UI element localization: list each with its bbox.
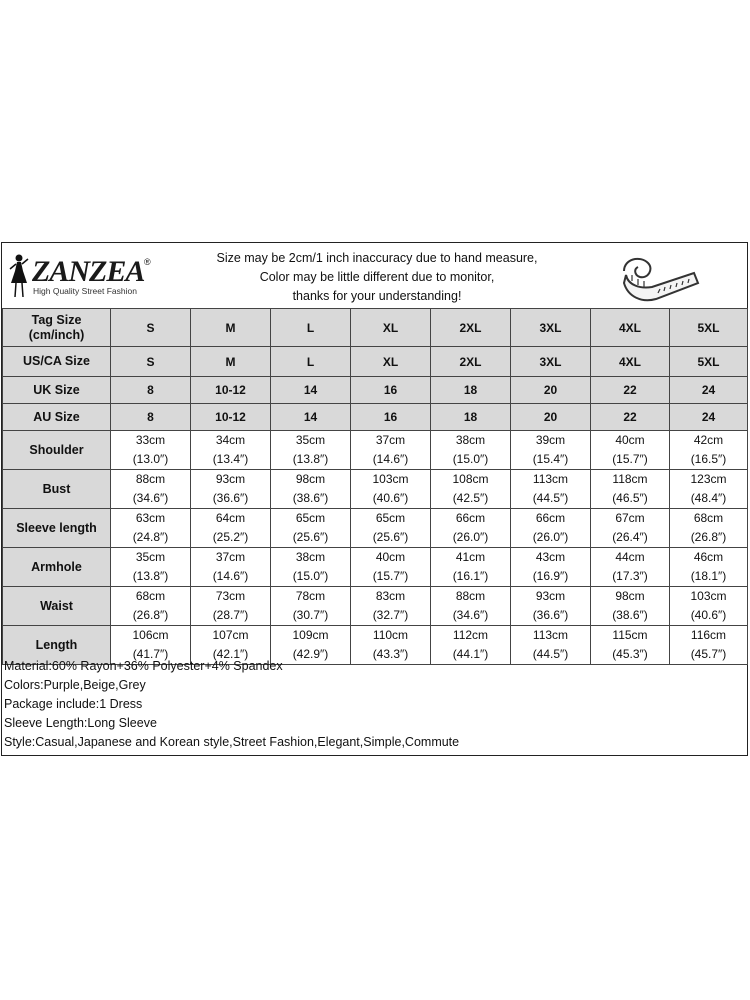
measurement-cell (431, 548, 511, 587)
size-cell: 3XL (511, 309, 591, 347)
measurement-cm: 116cm (690, 628, 727, 642)
measurement-inch: (14.6″) (212, 569, 249, 583)
size-cell: 20 (511, 404, 591, 431)
measurement-inch: (13.4″) (212, 452, 249, 466)
measurement-inch: (26.0″) (532, 530, 569, 544)
size-row-label-line1: AU Size (33, 409, 80, 424)
measurement-cm: 37cm (215, 550, 246, 564)
measurement-cell (591, 626, 670, 665)
size-row-label (3, 377, 111, 404)
measurement-inch: (42.5″) (452, 491, 489, 505)
size-cell: 4XL (591, 309, 670, 347)
measurement-cm: 39cm (535, 433, 566, 447)
size-row (3, 309, 748, 347)
size-cell: M (191, 309, 271, 347)
measurement-inch: (26.0″) (452, 530, 489, 544)
measurement-inch: (16.5″) (690, 452, 727, 466)
measurement-cell (351, 431, 431, 470)
size-table (2, 308, 748, 665)
measurement-cell (191, 431, 271, 470)
colors-text: Colors:Purple,Beige,Grey (4, 678, 146, 692)
size-row-label (3, 404, 111, 431)
measurement-cm: 109cm (292, 628, 329, 642)
size-cell: 10-12 (191, 377, 271, 404)
measurement-cm: 106cm (132, 628, 169, 642)
size-row-label (3, 309, 111, 347)
measurement-cm: 93cm (215, 472, 246, 486)
size-cell: 20 (511, 377, 591, 404)
size-row-label-line1: UK Size (33, 382, 80, 397)
measurement-cm: 66cm (535, 511, 566, 525)
size-row (3, 347, 748, 377)
measurement-cm: 113cm (532, 472, 569, 486)
measurement-cm: 108cm (452, 472, 489, 486)
measurement-cm: 63cm (135, 511, 166, 525)
measurement-cell (670, 470, 748, 509)
measurement-cm: 65cm (295, 511, 326, 525)
measurement-cell (271, 548, 351, 587)
size-chart-sheet (1, 242, 748, 756)
measurement-inch: (15.0″) (292, 569, 329, 583)
measurement-cm: 123cm (690, 472, 727, 486)
measurement-cell (191, 509, 271, 548)
measurement-label: Shoulder (3, 431, 111, 470)
measurement-row (3, 548, 748, 587)
measurement-cell (111, 470, 191, 509)
measurement-cm: 40cm (375, 550, 406, 564)
size-cell: 14 (271, 377, 351, 404)
size-cell: 18 (431, 377, 511, 404)
measurement-cell (511, 509, 591, 548)
measurement-cell (511, 626, 591, 665)
measurement-cell (591, 431, 670, 470)
size-row (3, 377, 748, 404)
measurement-inch: (16.1″) (452, 569, 489, 583)
measurement-cell (271, 587, 351, 626)
size-cell: 22 (591, 377, 670, 404)
chart-header (2, 243, 747, 309)
sleeve-text: Sleeve Length:Long Sleeve (4, 716, 157, 730)
measurement-cell (351, 548, 431, 587)
measurement-inch: (36.6″) (532, 608, 569, 622)
size-cell: L (271, 309, 351, 347)
size-cell: 16 (351, 404, 431, 431)
measurement-inch: (15.0″) (452, 452, 489, 466)
measurement-cell (191, 470, 271, 509)
measurement-cm: 41cm (455, 550, 486, 564)
size-cell: 10-12 (191, 404, 271, 431)
notice-line-1: Size may be 2cm/1 inch inaccuracy due to hand measure, (216, 251, 538, 265)
measurement-cm: 107cm (212, 628, 249, 642)
size-cell: 3XL (511, 347, 591, 377)
measurement-cm: 115cm (612, 628, 648, 642)
measurement-row (3, 509, 748, 548)
measurement-cm: 35cm (295, 433, 326, 447)
product-info (4, 657, 459, 752)
measurement-cm: 118cm (612, 472, 648, 486)
measurement-label: Waist (3, 587, 111, 626)
measurement-inch: (45.3″) (612, 647, 648, 661)
measurement-cm: 66cm (455, 511, 486, 525)
measurement-inch: (26.4″) (612, 530, 648, 544)
measurement-cm: 110cm (372, 628, 409, 642)
measurement-cell (191, 587, 271, 626)
measurement-inch: (36.6″) (212, 491, 249, 505)
measurement-cell (431, 509, 511, 548)
measurement-cm: 103cm (690, 589, 727, 603)
size-row-label-line1: Tag Size (31, 312, 82, 327)
notice-line-3: thanks for your understanding! (292, 289, 462, 303)
measurement-cell (511, 431, 591, 470)
measurement-inch: (34.6″) (132, 491, 169, 505)
measurement-cm: 68cm (135, 589, 166, 603)
measurement-inch: (26.8″) (132, 608, 169, 622)
size-cell: 8 (111, 377, 191, 404)
measurement-inch: (15.7″) (372, 569, 409, 583)
measurement-inch: (44.1″) (452, 647, 489, 661)
measurement-cell (111, 509, 191, 548)
measurement-cm: 43cm (535, 550, 566, 564)
measurement-inch: (32.7″) (372, 608, 409, 622)
measurement-cm: 83cm (375, 589, 406, 603)
fashion-figure-icon (6, 253, 32, 299)
size-cell: S (111, 309, 191, 347)
measurement-inch: (41.7″) (132, 647, 169, 661)
measurement-inch: (25.6″) (372, 530, 409, 544)
measurement-inch: (15.4″) (532, 452, 569, 466)
measurement-cell (670, 431, 748, 470)
measurement-inch: (42.1″) (212, 647, 249, 661)
measurement-inch: (18.1″) (690, 569, 727, 583)
measurement-inch: (42.9″) (292, 647, 329, 661)
measurement-cm: 42cm (693, 433, 724, 447)
measurement-cm: 34cm (215, 433, 246, 447)
measurement-cm: 88cm (135, 472, 166, 486)
brand-logo (6, 251, 156, 303)
measurement-cell (670, 548, 748, 587)
measurement-cm: 93cm (535, 589, 566, 603)
measurement-cell (591, 470, 670, 509)
measurement-cell (511, 587, 591, 626)
size-cell: M (191, 347, 271, 377)
measurement-cm: 37cm (375, 433, 406, 447)
measurement-inch: (26.8″) (690, 530, 727, 544)
size-cell: 8 (111, 404, 191, 431)
measurement-inch: (40.6″) (372, 491, 409, 505)
measurement-inch: (28.7″) (212, 608, 249, 622)
measurement-cell (591, 509, 670, 548)
size-cell: 2XL (431, 347, 511, 377)
measurement-cell (591, 587, 670, 626)
size-cell: L (271, 347, 351, 377)
size-cell: 22 (591, 404, 670, 431)
package-text: Package include:1 Dress (4, 697, 143, 711)
measurement-notice (177, 249, 577, 306)
measurement-cm: 112cm (452, 628, 489, 642)
measurement-row (3, 431, 748, 470)
measurement-cell (111, 548, 191, 587)
measurement-cell (351, 509, 431, 548)
measurement-cm: 65cm (375, 511, 406, 525)
style-text: Style:Casual,Japanese and Korean style,Street Fashion,Elegant,Simple,Commute (4, 735, 460, 749)
measurement-inch: (44.5″) (532, 647, 569, 661)
measurement-inch: (46.5″) (612, 491, 648, 505)
measurement-cell (431, 587, 511, 626)
measuring-tape-icon (618, 249, 700, 303)
notice-line-2: Color may be little different due to monitor, (259, 270, 495, 284)
measurement-label: Sleeve length (3, 509, 111, 548)
size-row-label (3, 347, 111, 377)
measurement-inch: (24.8″) (132, 530, 169, 544)
measurement-cell (271, 470, 351, 509)
measurement-inch: (13.8″) (292, 452, 329, 466)
measurement-inch: (34.6″) (452, 608, 489, 622)
measurement-cell (670, 509, 748, 548)
size-cell: 5XL (670, 347, 748, 377)
measurement-inch: (40.6″) (690, 608, 727, 622)
measurement-cell (191, 548, 271, 587)
measurement-cm: 46cm (693, 550, 724, 564)
measurement-cell (351, 587, 431, 626)
measurement-label: Armhole (3, 548, 111, 587)
size-cell: 18 (431, 404, 511, 431)
measurement-inch: (38.6″) (292, 491, 329, 505)
measurement-inch: (25.6″) (292, 530, 329, 544)
brand-tagline: High Quality Street Fashion (33, 286, 137, 296)
measurement-row (3, 587, 748, 626)
measurement-cell (111, 431, 191, 470)
measurement-cell (431, 431, 511, 470)
size-row-label-line2: (cm/inch) (28, 327, 85, 342)
size-cell: 24 (670, 377, 748, 404)
measurement-cm: 113cm (532, 628, 569, 642)
measurement-cell (591, 548, 670, 587)
measurement-cm: 88cm (455, 589, 486, 603)
measurement-inch: (16.9″) (532, 569, 569, 583)
measurement-inch: (44.5″) (532, 491, 569, 505)
brand-name: ZANZEA (32, 255, 145, 288)
measurement-inch: (45.7″) (690, 647, 727, 661)
measurement-row (3, 470, 748, 509)
measurement-inch: (13.8″) (132, 569, 169, 583)
size-cell: 2XL (431, 309, 511, 347)
measurement-cm: 98cm (295, 472, 326, 486)
size-cell: 14 (271, 404, 351, 431)
measurement-cm: 78cm (295, 589, 326, 603)
measurement-inch: (17.3″) (612, 569, 648, 583)
measurement-cell (351, 470, 431, 509)
measurement-inch: (48.4″) (690, 491, 727, 505)
measurement-cm: 44cm (615, 550, 645, 564)
measurement-cm: 103cm (372, 472, 409, 486)
measurement-cm: 33cm (135, 433, 166, 447)
measurement-cell (670, 587, 748, 626)
registered-mark: ® (144, 257, 151, 267)
material-text: Material:60% Rayon+36% Polyester+4% Spandex (4, 659, 283, 673)
measurement-cell (511, 470, 591, 509)
size-cell: 4XL (591, 347, 670, 377)
measurement-cell (431, 470, 511, 509)
measurement-label: Length (3, 626, 111, 665)
size-cell: 24 (670, 404, 748, 431)
measurement-cm: 98cm (615, 589, 645, 603)
measurement-inch: (25.2″) (212, 530, 249, 544)
size-cell: 16 (351, 377, 431, 404)
measurement-cm: 64cm (215, 511, 246, 525)
measurement-cm: 38cm (295, 550, 326, 564)
size-row (3, 404, 748, 431)
size-cell: S (111, 347, 191, 377)
measurement-cell (271, 431, 351, 470)
measurement-cell (511, 548, 591, 587)
measurement-cm: 40cm (615, 433, 645, 447)
measurement-inch: (43.3″) (372, 647, 409, 661)
measurement-inch: (14.6″) (372, 452, 409, 466)
size-cell: 5XL (670, 309, 748, 347)
measurement-label: Bust (3, 470, 111, 509)
measurement-inch: (38.6″) (612, 608, 648, 622)
size-row-label-line1: US/CA Size (23, 354, 90, 368)
measurement-cm: 38cm (455, 433, 486, 447)
measurement-inch: (30.7″) (292, 608, 329, 622)
measurement-cell (111, 587, 191, 626)
measurement-cm: 35cm (135, 550, 166, 564)
measurement-inch: (15.7″) (612, 452, 648, 466)
measurement-cell (670, 626, 748, 665)
measurement-cell (271, 509, 351, 548)
measurement-cm: 67cm (615, 511, 645, 525)
size-cell: XL (351, 309, 431, 347)
measurement-cm: 73cm (215, 589, 246, 603)
measurement-inch: (13.0″) (132, 452, 169, 466)
measurement-cm: 68cm (693, 511, 724, 525)
size-cell: XL (351, 347, 431, 377)
